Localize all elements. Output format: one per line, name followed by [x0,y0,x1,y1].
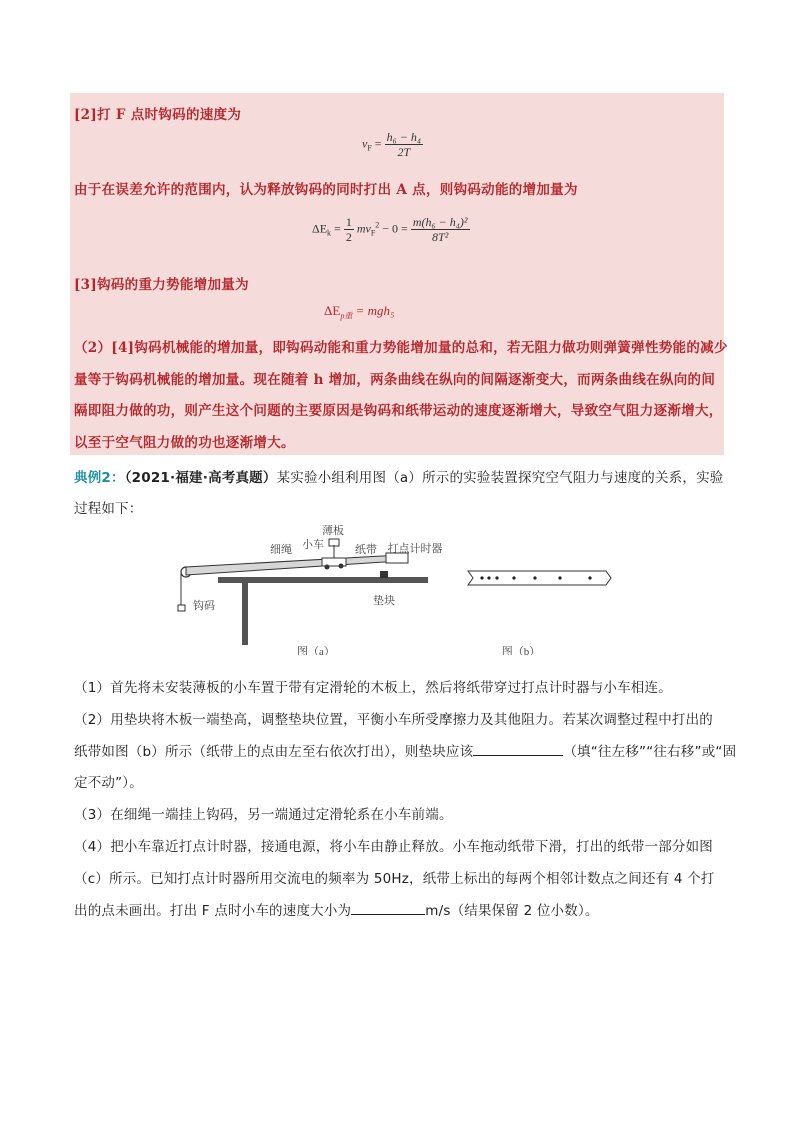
formula-kinetic-energy: $\Delta E_k$ = $\frac{1}{2}$ $mv_F^2 - 0$ = $\frac{\text{m(h₆ − h₄)²}}{\text{8T²}}$ [312,215,468,244]
answer-line-7: 以至于空气阻力做的功也逐渐增大。 [74,435,295,451]
answer-line-6: 隔即阻力做的功，则产生这个问题的主要原因是钩码和纸带运动的速度逐渐增大，导致空气阻力逐渐增大， [74,403,723,419]
label-tape: 纸带 [355,544,377,556]
formula-velocity-f: $v_F$ = $\frac{\text{h₆ − h₄}}{2T}$ [362,130,422,159]
label-weight: 钩码 [193,600,215,612]
question-step-4-line-2: （c）所示。已知打点计时器所用交流电的频率为 50Hz，纸带上标出的每两个相邻计数点之间还有 4 个打 [74,871,715,887]
label-rope: 细绳 [270,544,292,556]
question-source: （2021·福建·高考真题） [124,470,277,486]
answer-line-1: [2]打 F 点时钩码的速度为 [74,107,242,123]
answer-blank-2[interactable] [351,902,425,915]
table-top [218,577,428,583]
question-step-2-line-1: （2）用垫块将木板一端垫高，调整垫块位置，平衡小车所受摩擦力及其他阻力。若某次调整过程中打出的 [74,712,713,728]
answer-line-5: 量等于钩码机械能的增加量。现在随着 h 增加，两条曲线在纵向的间隔逐渐变大，而两条曲线在纵向的间 [74,372,716,388]
inclined-board [186,555,400,575]
caption-fig-b: 图（b） [501,646,541,655]
figure-b [468,571,611,655]
answer-line-2: 由于在误差允许的范围内，认为释放钩码的同时打出 A 点，则钩码动能的增加量为 [74,182,578,198]
answer-blank-1[interactable] [473,743,563,756]
thin-plate [329,539,339,546]
table-leg [242,583,248,645]
question-intro-line-1: 典例2：（2021·福建·高考真题）某实验小组利用图（a）所示的实验装置探究空气阻力与速度的关系，实验 [74,470,724,486]
wedge-block [380,571,388,578]
answer-line-4: （2）[4]钩码机械能的增加量，即钩码动能和重力势能增加量的总和，若无阻力做功则弹簧弹性势能的减少 [74,340,728,356]
formula-potential-energy: $\Delta E_{p重} = mgh_5$ [324,303,395,321]
question-step-4-line-3: 出的点未画出。打出 F 点时小车的速度大小为 m/s（结果保留 2 位小数）。 [74,903,599,919]
question-step-1: （1）首先将未安装薄板的小车置于带有定滑轮的木板上，然后将纸带穿过打点计时器与小车相连。 [74,680,672,696]
figure-a [178,525,443,655]
label-thin-plate: 薄板 [322,525,344,537]
question-step-2-line-3: 定不动”）。 [74,775,143,791]
answer-line-3: [3]钩码的重力势能增加量为 [74,277,249,293]
question-step-3: （3）在细绳一端挂上钩码，另一端通过定滑轮系在小车前端。 [74,807,453,823]
question-step-4-line-1: （4）把小车靠近打点计时器，接通电源，将小车由静止释放。小车拖动纸带下滑，打出的纸带一部分如图 [74,839,713,855]
hanging-weight [178,605,185,611]
label-cart: 小车 [302,539,324,551]
example-label: 典例2： [74,470,125,486]
question-intro-line-2: 过程如下： [74,501,143,517]
experiment-figure [0,525,794,655]
label-timer: 打点计时器 [387,543,443,555]
question-step-2-line-2: 纸带如图（b）所示（纸带上的点由左至右依次打出），则垫块应该 （填“往左移”“往右移”或“固 [74,744,737,760]
caption-fig-a: 图（a） [297,646,335,655]
label-block: 垫块 [373,595,395,607]
